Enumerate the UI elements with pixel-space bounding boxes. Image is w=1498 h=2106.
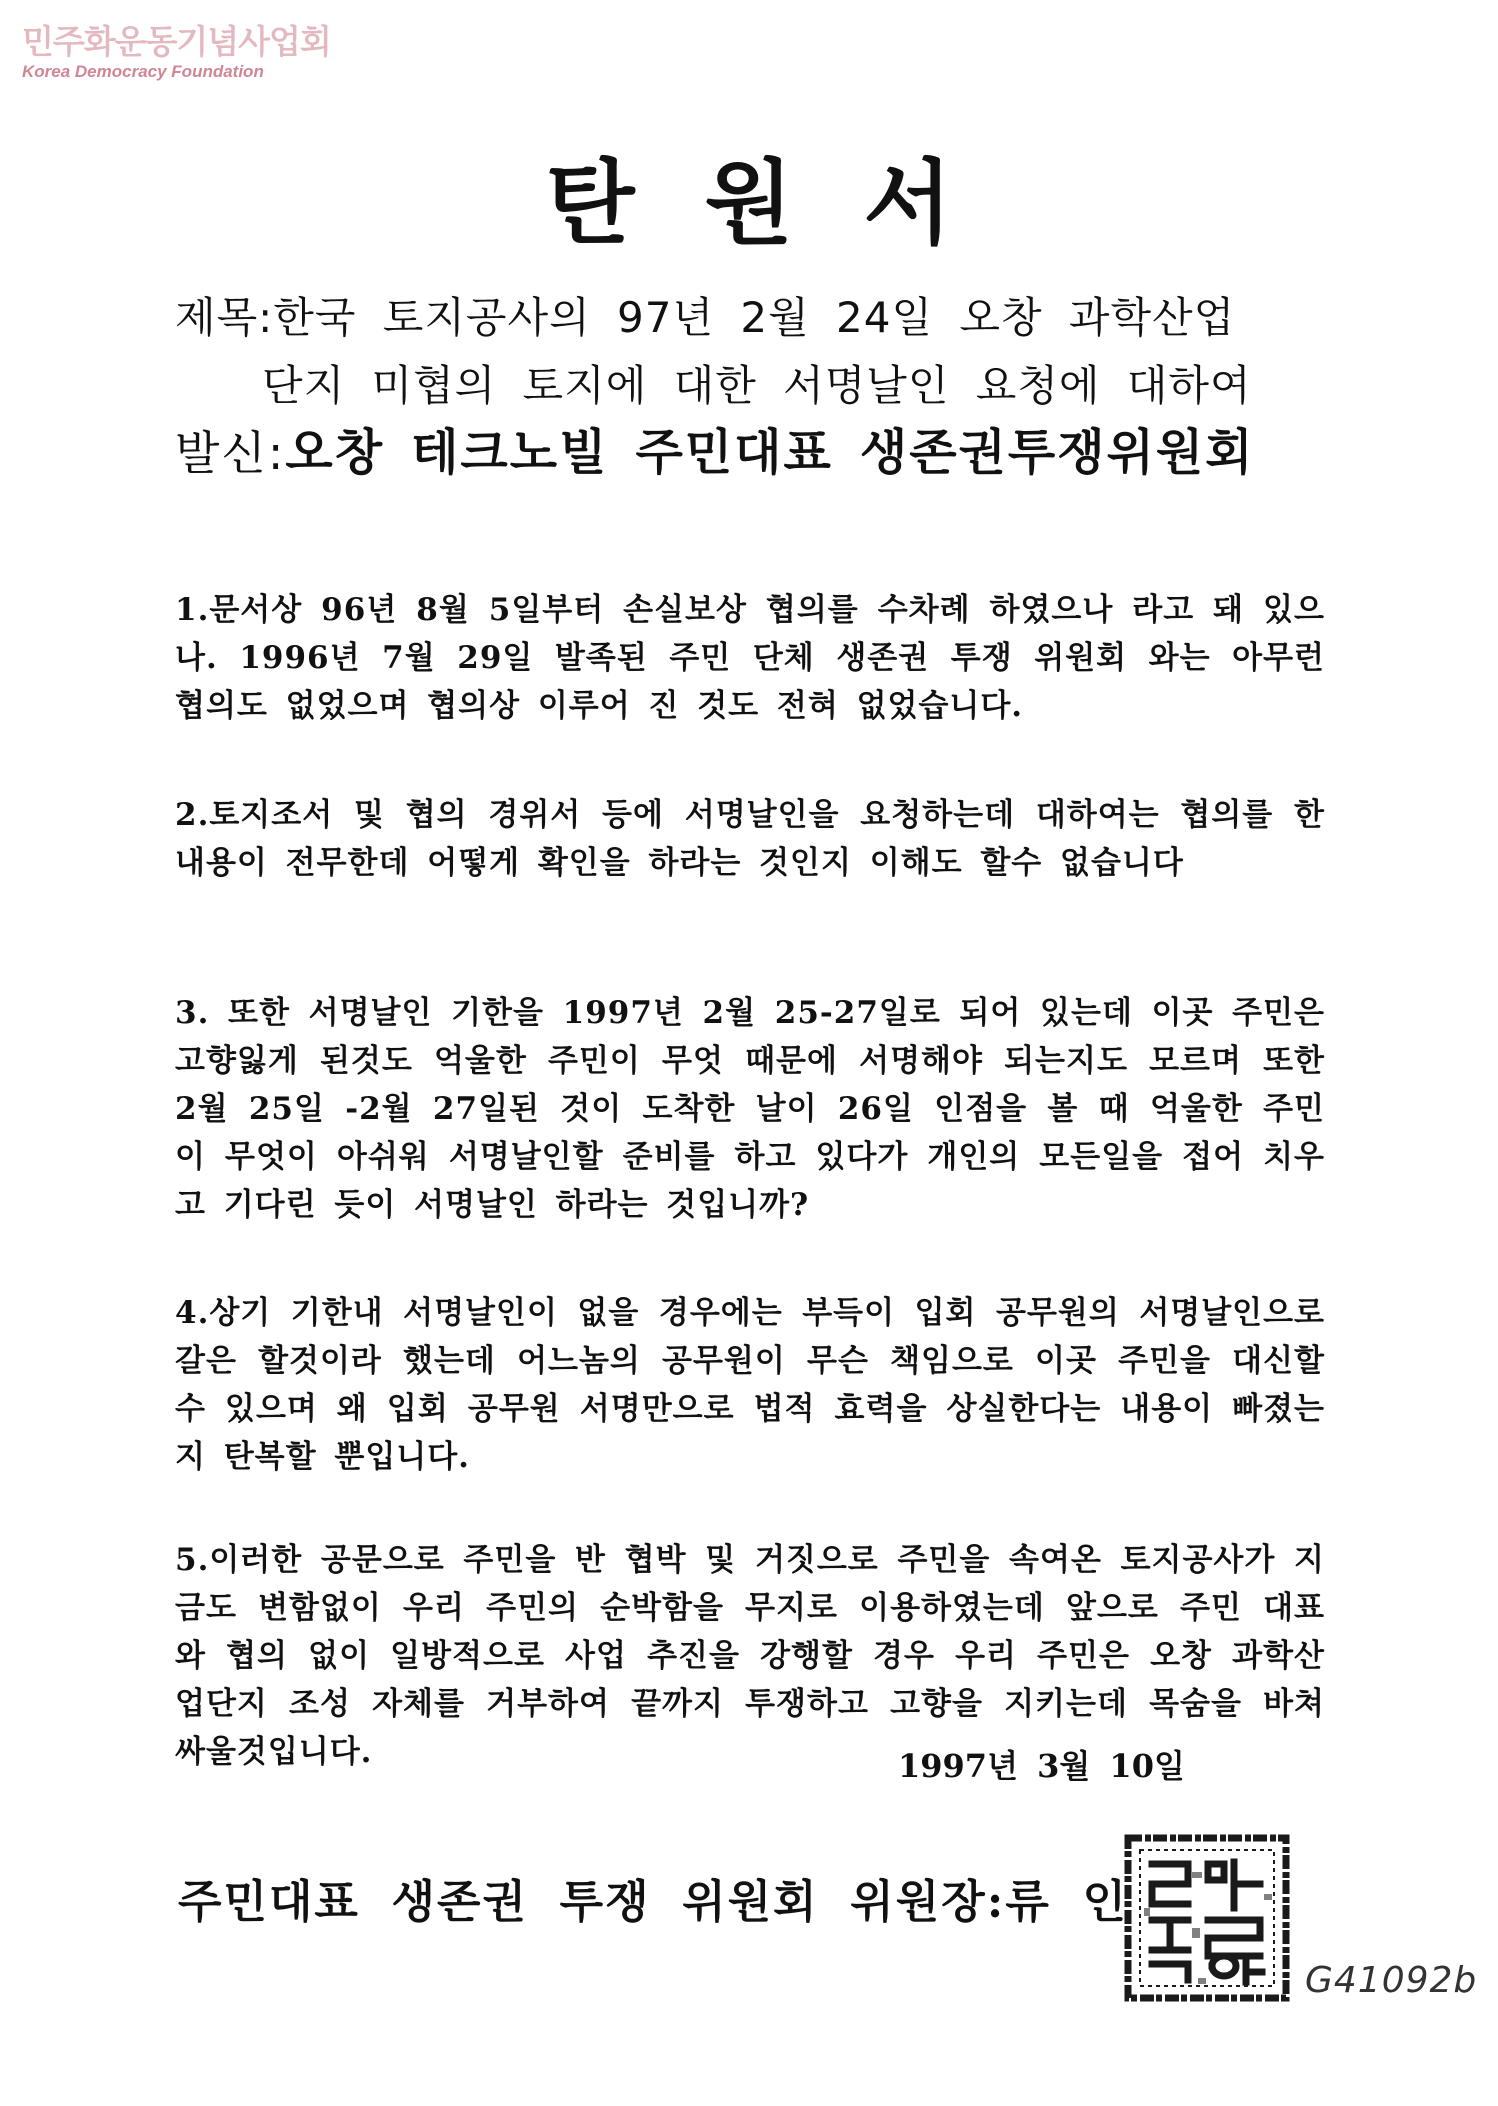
sender-line <box>175 424 1255 481</box>
sender-name: 오창 테크노빌 주민대표 생존권투쟁위원회 <box>285 423 1255 481</box>
document-date: 1997년 3월 10일 <box>898 1747 1185 1785</box>
sender-label: 발신: <box>175 426 286 480</box>
archive-id: G41092b <box>1305 1960 1478 2001</box>
document-title: 탄원서 <box>545 149 1023 257</box>
paragraph-4: 4.상기 기한내 서명날인이 없을 경우에는 부득이 입회 공무원의 서명날인으로 갈은 할것이라 했는데 어느놈의 공무원이 무슨 책임으로 이곳 주민을 대신할수 있으며 왜 입회 공무원 서명만으로 법적 효력을 상실한다는 내용이 빠졌는지 탄복할 뿐입니다. <box>175 1295 1325 1475</box>
signature-line: 주민대표 생존권 투쟁 위원회 위원장:류 인 <box>178 1875 1128 1928</box>
watermark-english: Korea Democracy Foundation <box>22 62 264 81</box>
subject-line-2: 단지 미협의 토지에 대한 서명날인 요청에 대하여 <box>262 361 1252 410</box>
watermark-korean: 민주화운동기념사업회 <box>22 22 331 61</box>
subject-line-1: 제목:한국 토지공사의 97년 2월 24일 오창 과학산업 <box>175 293 1236 342</box>
paragraph-5: 5.이러한 공문으로 주민을 반 협박 및 거짓으로 주민을 속여온 토지공사가 지금도 변함없이 우리 주민의 순박함을 무지로 이용하였는데 앞으로 주민 대표와 협의 없이 일방적으로 사업 추진을 강행할 경우 우리 주민은 오창 과학산업단지 조성 자체를 거부하여 끝까지 투쟁하고 고향을 지키는데 목숨을 바쳐 싸울것입니다. <box>175 1542 1325 1770</box>
watermark <box>22 22 331 82</box>
paragraph-3: 3. 또한 서명날인 기한을 1997년 2월 25-27일로 되어 있는데 이곳 주민은 고향잃게 된것도 억울한 주민이 무엇 때문에 서명해야 되는지도 모르며 또한 2월 25일 -2월 27일된 것이 도착한 날이 26일 인점을 볼 때 억울한 주민이 무엇이 아쉬워 서명날인할 준비를 하고 있다가 개인의 모든일을 접어 치우고 기다린 듯이 서명날인 하라는 것입니까? <box>175 995 1325 1223</box>
paragraph-1: 1.문서상 96년 8월 5일부터 손실보상 협의를 수차례 하였으나 라고 돼 있으나. 1996년 7월 29일 발족된 주민 단체 생존권 투쟁 위원회 와는 아무런 협의도 없었으며 협의상 이루어 진 것도 전혀 없었습니다. <box>175 592 1325 724</box>
seal-stamp-icon <box>1122 1832 1292 2004</box>
paragraph-2: 2.토지조서 및 협의 경위서 등에 서명날인을 요청하는데 대하여는 협의를 한내용이 전무한데 어떻게 확인을 하라는 것인지 이해도 할수 없습니다 <box>175 797 1325 881</box>
